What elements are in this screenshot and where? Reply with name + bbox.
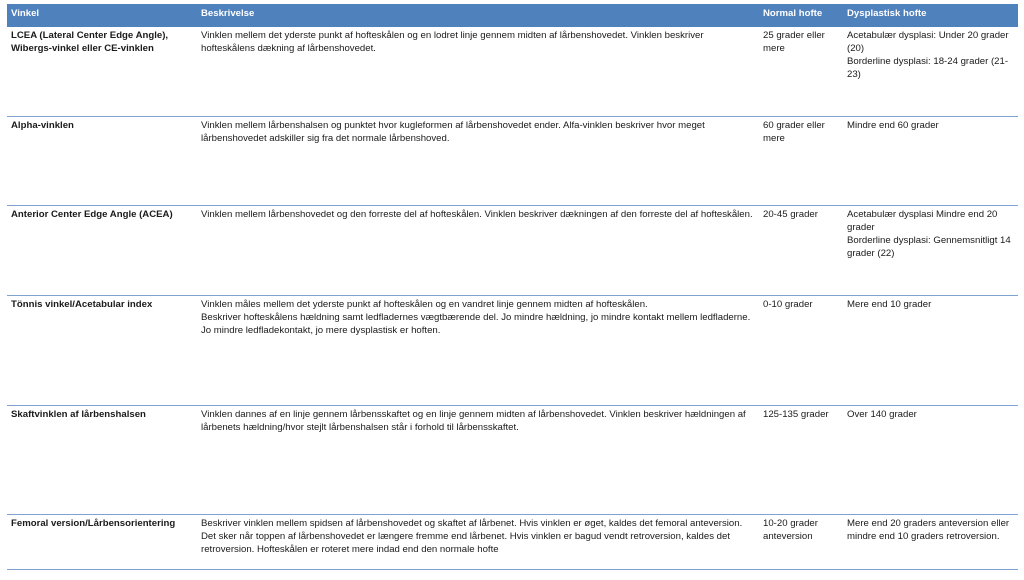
table-body [7, 27, 1018, 570]
angle-name: Alpha-vinklen [7, 117, 197, 206]
table-row [7, 27, 1018, 117]
header-dysplastisk-hofte: Dysplastisk hofte [843, 4, 1018, 27]
dysplastic-value [843, 515, 1018, 570]
description-line: Vinklen måles mellem det yderste punkt af hofteskålen og en vandret linje gennem midten af hofteskålen. [201, 299, 648, 310]
angle-name: Femoral version/Lårbensorientering [7, 515, 197, 570]
dysplastic-line: Mere end 20 graders anteversion eller mindre end 10 graders retroversion. [847, 518, 1010, 542]
dysplastic-line: Mere end 10 grader [847, 299, 932, 310]
normal-value: 125-135 grader [759, 406, 843, 515]
dysplastic-line: Acetabulær dysplasi: Under 20 grader (20) [847, 30, 1009, 54]
table-row [7, 296, 1018, 406]
header-normal-hofte: Normal hofte [759, 4, 843, 27]
description-line: Vinklen mellem det yderste punkt af hofteskålen og en lodret linje gennem midten af lårbenshovedet. Vinklen beskriver hofteskålens dækning af lårbenshovedet. [201, 30, 704, 54]
dysplastic-value [843, 117, 1018, 206]
description-line: Beskriver vinklen mellem spidsen af lårbenshovedet og skaftet af lårbenet. Hvis vinklen er øget, kaldes det femoral anteversion. Det sker når toppen af lårbenshovedet er længere fremme end lårbenet. Hvis vinklen er bagud vendt retroversion, kaldes det retroversion. Hofteskålen er roteret mere indad end den normale hofte [201, 518, 743, 555]
angle-name: Tönnis vinkel/Acetabular index [7, 296, 197, 406]
table-row [7, 515, 1018, 570]
description-line: Vinklen mellem lårbenshalsen og punktet hvor kugleformen af lårbenshovedet ender. Alfa-vinklen beskriver hvor meget lårbenshovedet adskiller sig fra det normale lårbenshoved. [201, 120, 705, 144]
angle-description [197, 296, 759, 406]
header-beskrivelse: Beskrivelse [197, 4, 759, 27]
header-vinkel: Vinkel [7, 4, 197, 27]
description-line: Vinklen mellem lårbenshovedet og den forreste del af hofteskålen. Vinklen beskriver dækningen af den forreste del af hofteskålen. [201, 209, 753, 220]
normal-value: 0-10 grader [759, 296, 843, 406]
angle-description [197, 515, 759, 570]
normal-value: 20-45 grader [759, 206, 843, 296]
description-line: Vinklen dannes af en linje gennem lårbensskaftet og en linje gennem midten af lårbenshovedet. Vinklen beskriver hældningen af lårbenets hældning/hvor stejlt lårbenshalsen står i forhold til lårbensskaftet. [201, 409, 746, 433]
dysplastic-line: Over 140 grader [847, 409, 917, 420]
dysplastic-line: Mindre end 60 grader [847, 120, 939, 131]
table-row [7, 206, 1018, 296]
table-header [7, 4, 1018, 27]
dysplastic-value [843, 296, 1018, 406]
normal-value: 10-20 grader anteversion [759, 515, 843, 570]
angle-description [197, 206, 759, 296]
angle-name: LCEA (Lateral Center Edge Angle), Wibergs-vinkel eller CE-vinklen [7, 27, 197, 117]
description-line: Beskriver hofteskålens hældning samt ledfladernes vægtbærende del. Jo mindre hældning, jo mindre kontakt mellem ledfladerne. Jo mindre ledfladekontakt, jo mere dysplastisk er hoften. [201, 312, 751, 336]
table-row [7, 406, 1018, 515]
dysplastic-value [843, 406, 1018, 515]
hip-angles-table [7, 4, 1018, 570]
dysplastic-value [843, 27, 1018, 117]
dysplastic-value [843, 206, 1018, 296]
normal-value: 25 grader eller mere [759, 27, 843, 117]
angle-name: Skaftvinklen af lårbenshalsen [7, 406, 197, 515]
table-row [7, 117, 1018, 206]
normal-value: 60 grader eller mere [759, 117, 843, 206]
dysplastic-line: Borderline dysplasi: 18-24 grader (21-23) [847, 56, 1009, 80]
angle-description [197, 406, 759, 515]
dysplastic-line: Borderline dysplasi: Gennemsnitligt 14 grader (22) [847, 235, 1011, 259]
angle-description [197, 117, 759, 206]
angle-name: Anterior Center Edge Angle (ACEA) [7, 206, 197, 296]
header-row [7, 4, 1018, 27]
dysplastic-line: Acetabulær dysplasi Mindre end 20 grader [847, 209, 998, 233]
angle-description [197, 27, 759, 117]
